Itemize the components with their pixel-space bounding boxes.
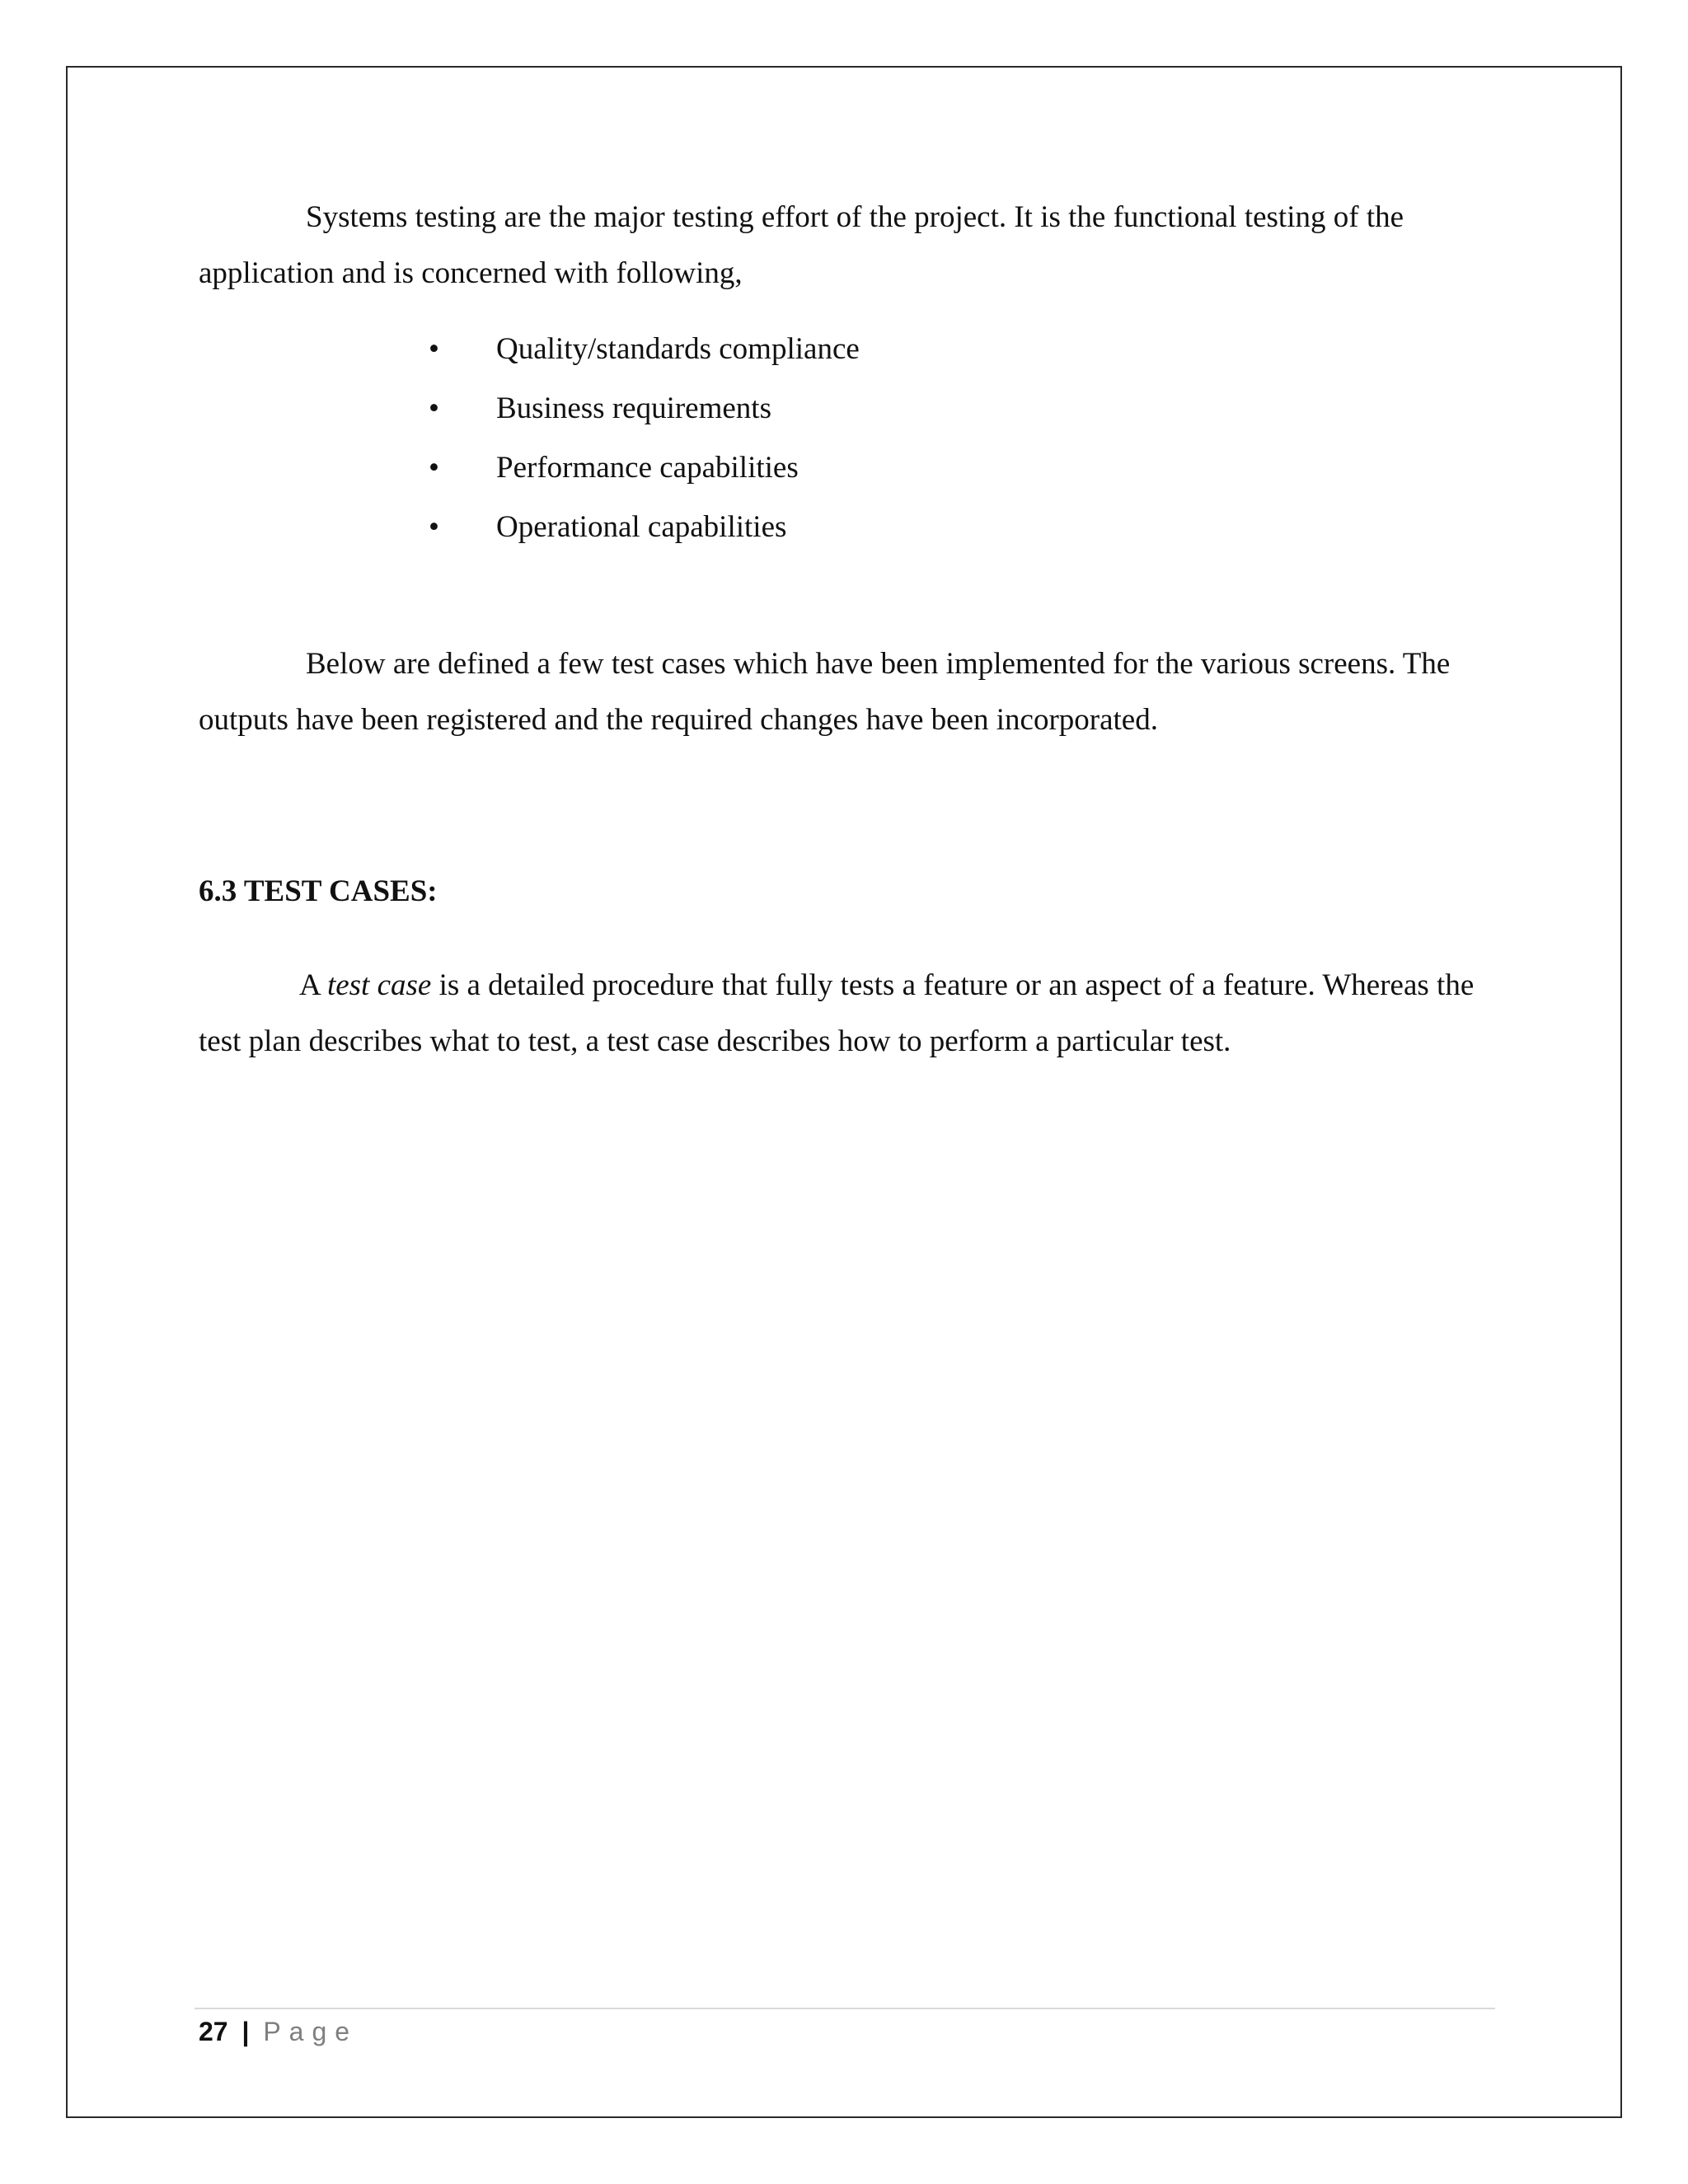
page-content <box>199 190 1517 1070</box>
section-heading: 6.3 TEST CASES: <box>199 874 438 908</box>
list-item-label: Business requirements <box>496 391 771 425</box>
list-item-label: Quality/standards compliance <box>496 332 860 366</box>
page-number: 27 <box>199 2017 228 2046</box>
list-item-label: Operational capabilities <box>496 510 787 544</box>
list-item <box>199 498 1517 557</box>
definition-prefix: A <box>299 968 327 1002</box>
term-italic: test case <box>326 968 432 1002</box>
test-cases-intro-paragraph: Below are defined a few test cases which have been implemented for the various screens. The outputs have been registered and the required changes have been incorporated. <box>199 647 1451 737</box>
test-case-definition-paragraph <box>199 958 1517 1070</box>
bullet-icon: • <box>429 391 439 425</box>
bullet-icon: • <box>429 510 439 544</box>
list-item-label: Performance capabilities <box>496 451 799 485</box>
bullet-icon: • <box>429 451 439 485</box>
footer-separator: | <box>241 2017 250 2046</box>
list-item <box>199 320 1517 379</box>
intro-paragraph: Systems testing are the major testing effort of the project. It is the functional testing of the application and is concerned with following, <box>199 200 1404 290</box>
page-label: Page <box>263 2017 359 2046</box>
definition-text: is a detailed procedure that fully tests a feature or an aspect of a feature. Whereas the test plan describes what to test, a test case describes how to perform a particular test. <box>199 968 1475 1058</box>
footer-divider <box>195 2008 1495 2009</box>
requirements-list <box>199 320 1517 557</box>
list-item <box>199 438 1517 498</box>
list-item <box>199 379 1517 438</box>
bullet-icon: • <box>429 332 439 366</box>
page-footer <box>199 2013 358 2050</box>
